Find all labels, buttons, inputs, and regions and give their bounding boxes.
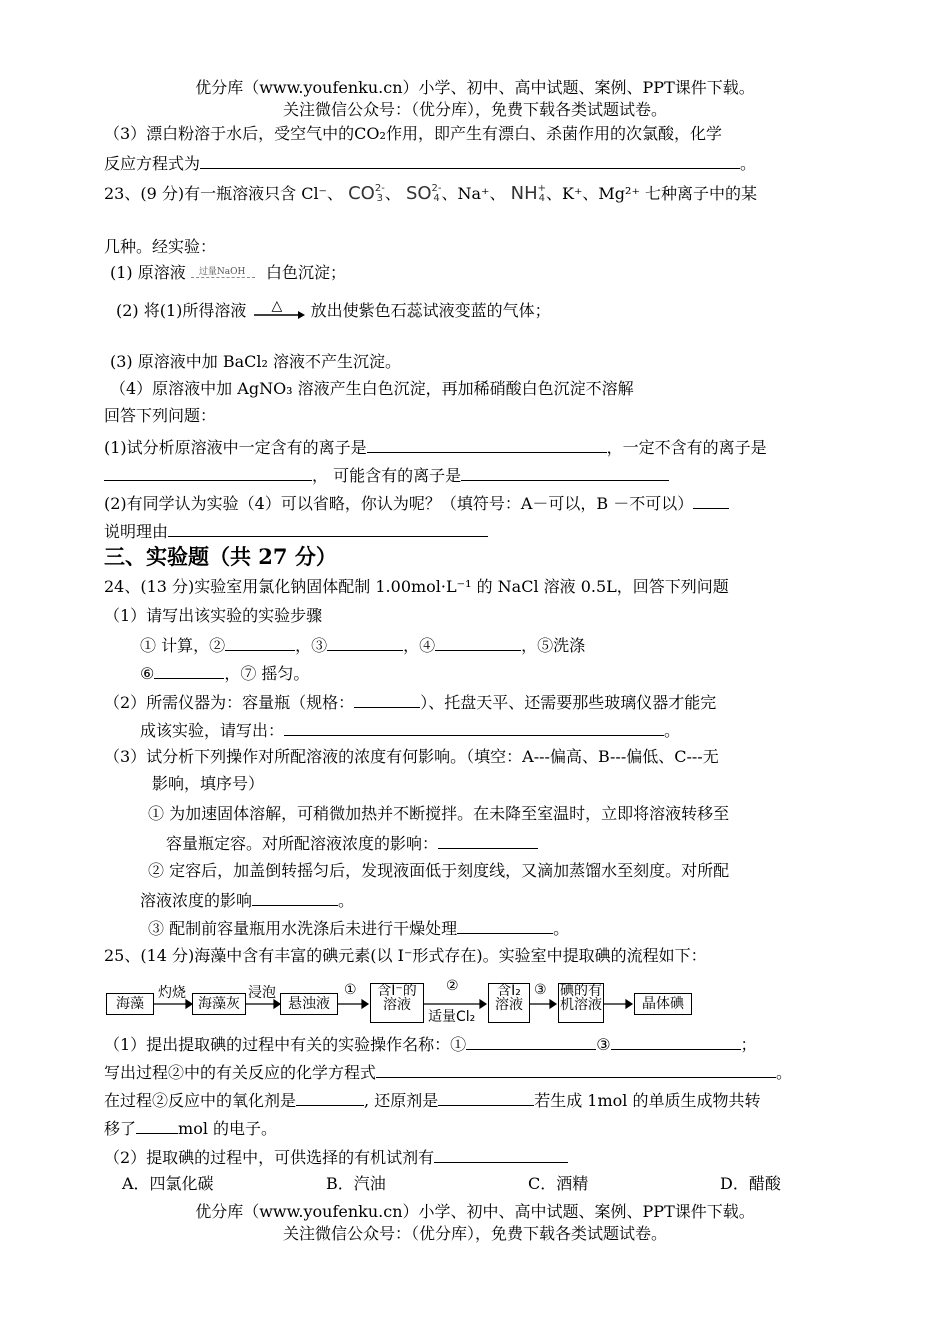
q24-o1: ① 为加速固体溶解，可稍微加热并不断搅拌。在未降至室温时，立即将溶液转移至 — [148, 804, 730, 823]
q24-steps-2: ⑥ ，⑦ 摇匀。 — [140, 664, 310, 683]
answer-blank[interactable] — [438, 832, 538, 849]
q25-p1-line3: 在过程②反应中的氧化剂是 , 还原剂是 若生成 1mol 的单质生成物共转 — [104, 1091, 761, 1110]
q23-q1-line2: ， 可能含有的离子是 — [104, 464, 669, 486]
answer-blank[interactable] — [461, 464, 669, 481]
q22-3-label: 反应方程式为 — [104, 154, 201, 173]
section-title: 三、实验题（共 27 分） — [104, 544, 337, 569]
q25-p2: （2）提取碘的过程中，可供选择的有机试剂有 — [104, 1146, 568, 1168]
q23-answer: 回答下列问题： — [104, 406, 217, 425]
answer-blank[interactable] — [168, 520, 488, 537]
answer-blank[interactable] — [457, 917, 553, 934]
q24-p2-line2: 成该实验，请写出： 。 — [140, 721, 681, 740]
q25-p1: （1）提出提取碘的过程中有关的实验操作名称：① ③ ； — [104, 1035, 757, 1054]
answer-blank[interactable] — [136, 1117, 178, 1134]
q23-tail: 、K⁺、Mg²⁺ 七种离子中的某 — [546, 184, 757, 203]
q22-3-text: （3）漂白粉溶于水后，受空气中的CO₂作用，即产生有漂白、杀菌作用的次氯酸，化学 — [104, 124, 722, 143]
q25-options — [122, 1174, 781, 1194]
option-d[interactable]: D．醋酸 — [720, 1174, 781, 1193]
nh4-ion: NH+ 4 — [510, 183, 546, 204]
reaction-arrow: 过量NaOH — [191, 264, 261, 284]
arrow-icon — [252, 310, 306, 320]
answer-blank[interactable] — [104, 464, 312, 481]
co3-ion: CO2- 3 — [348, 183, 385, 204]
flow-label-burn: 灼烧 — [158, 985, 186, 1001]
heat-arrow: △ — [252, 302, 306, 322]
flow-step-ash: 海藻灰 — [192, 993, 246, 1015]
q24-o2-line2: 溶液浓度的影响 。 — [140, 891, 355, 910]
q23-q1: (1)试分析原溶液中一定含有的离子是 ，一定不含有的离子是 — [104, 438, 767, 457]
flow-label-chlorine: 适量Cl₂ — [428, 1009, 476, 1025]
flow-label-step3: ③ — [534, 982, 547, 998]
q24-p1: （1）请写出该实验的实验步骤 — [104, 606, 323, 625]
flow-step-crystal-iodine: 晶体碘 — [634, 993, 692, 1015]
option-b[interactable]: B．汽油 — [326, 1174, 386, 1193]
answer-blank[interactable] — [284, 719, 664, 736]
q25-head: 25、(14 分)海藻中含有丰富的碘元素(以 I⁻形式存在)。实验室中提取碘的流程如下： — [104, 946, 707, 965]
answer-blank[interactable] — [367, 436, 607, 453]
q23-q2: (2)有同学认为实验（4）可以省略，你认为呢？（填符号：A－可以，B －不可以） — [104, 492, 729, 514]
answer-blank[interactable] — [435, 634, 521, 651]
header-line-1: 优分库（www.youfenku.cn）小学、初中、高中试题、案例、PPT课件下载。 — [195, 78, 755, 97]
q23-step-3: (3) 原溶液中加 BaCl₂ 溶液不产生沉淀。 — [110, 352, 401, 371]
na-ion: 、Na⁺、 — [441, 184, 506, 203]
flow-step-iodine-solution: 含I₂ 溶液 — [488, 983, 530, 1023]
q23-line2: 几种。经实验： — [104, 237, 217, 256]
answer-blank[interactable] — [354, 691, 420, 708]
flow-step-suspension: 悬浊液 — [280, 993, 338, 1015]
flow-diagram — [104, 980, 704, 1024]
answer-blank[interactable] — [200, 152, 740, 169]
q24-p3-line2: 影响，填序号） — [152, 774, 265, 793]
q24-p3: （3）试分析下列操作对所配溶液的浓度有何影响。（填空：A---偏高、B---偏低、C---无 — [104, 747, 719, 766]
answer-blank[interactable] — [438, 1089, 534, 1106]
option-c[interactable]: C．酒精 — [528, 1174, 589, 1193]
answer-blank[interactable] — [693, 492, 729, 509]
flow-label-soak: 浸泡 — [248, 985, 276, 1001]
q24-steps: ① 计算，② ，③ ，④ ，⑤洗涤 — [140, 636, 586, 655]
q24-head: 24、(13 分)实验室用氯化钠固体配制 1.00mol·L⁻¹ 的 NaCl 溶液 0.5L，回答下列问题 — [104, 577, 729, 596]
answer-blank[interactable] — [154, 662, 224, 679]
q24-o3: ③ 配制前容量瓶用水洗涤后未进行干燥处理 。 — [148, 919, 570, 938]
answer-blank[interactable] — [376, 1061, 776, 1078]
answer-blank[interactable] — [611, 1033, 741, 1050]
footer-line-2: 关注微信公众号：（优分库），免费下载各类试题试卷。 — [282, 1224, 667, 1243]
q23-step-4: （4）原溶液中加 AgNO₃ 溶液产生白色沉淀，再加稀硝酸白色沉淀不溶解 — [110, 379, 634, 398]
flow-step-seaweed: 海藻 — [106, 993, 154, 1015]
q22-3-line2 — [104, 152, 756, 174]
q23-head-text: 23、(9 分)有一瓶溶液只含 Cl⁻、 — [104, 184, 344, 203]
q25-p1-line4: 移了 mol 的电子。 — [104, 1119, 278, 1138]
flow-step-iodide-solution: 含I⁻的 溶液 — [370, 983, 424, 1023]
answer-blank[interactable] — [225, 634, 295, 651]
answer-blank[interactable] — [327, 634, 403, 651]
q23-q2-reason: 说明理由 — [104, 520, 488, 542]
so4-ion: SO2- 4 — [405, 183, 442, 204]
q24-p2: （2）所需仪器为：容量瓶（规格： ）、托盘天平、还需要那些玻璃仪器才能完 — [104, 693, 717, 712]
q23-head: 23、(9 分)有一瓶溶液只含 Cl⁻、 CO2- 3 、 SO2- 4 、Na⁺、 NH+ 4、K⁺、Mg²⁺ 七种离子中的某 — [104, 183, 757, 204]
flow-label-step2: ② — [446, 978, 459, 994]
header-line-2: 关注微信公众号：（优分库），免费下载各类试题试卷。 — [282, 100, 667, 119]
flow-label-step1: ① — [344, 982, 357, 998]
answer-blank[interactable] — [434, 1146, 568, 1163]
answer-blank[interactable] — [296, 1089, 364, 1106]
q22-3-end: 。 — [740, 154, 757, 173]
q24-o2: ② 定容后，加盖倒转摇匀后，发现液面低于刻度线，又滴加蒸馏水至刻度。对所配 — [148, 861, 730, 880]
q23-step-2: (2) 将(1)所得溶液 △ 放出使紫色石蕊试液变蓝的气体； — [116, 297, 551, 320]
q24-o1-line2: 容量瓶定容。对所配溶液浓度的影响： — [166, 832, 538, 854]
option-a[interactable]: A．四氯化碳 — [122, 1174, 214, 1193]
answer-blank[interactable] — [466, 1033, 596, 1050]
answer-blank[interactable] — [252, 889, 338, 906]
footer-line-1: 优分库（www.youfenku.cn）小学、初中、高中试题、案例、PPT课件下载。 — [195, 1202, 755, 1221]
flow-step-organic-solution: 碘的有 机溶液 — [558, 983, 604, 1023]
q23-step-1: (1) 原溶液 过量NaOH 白色沉淀； — [110, 263, 346, 282]
q25-p1-line2: 写出过程②中的有关反应的化学方程式 。 — [104, 1063, 793, 1082]
